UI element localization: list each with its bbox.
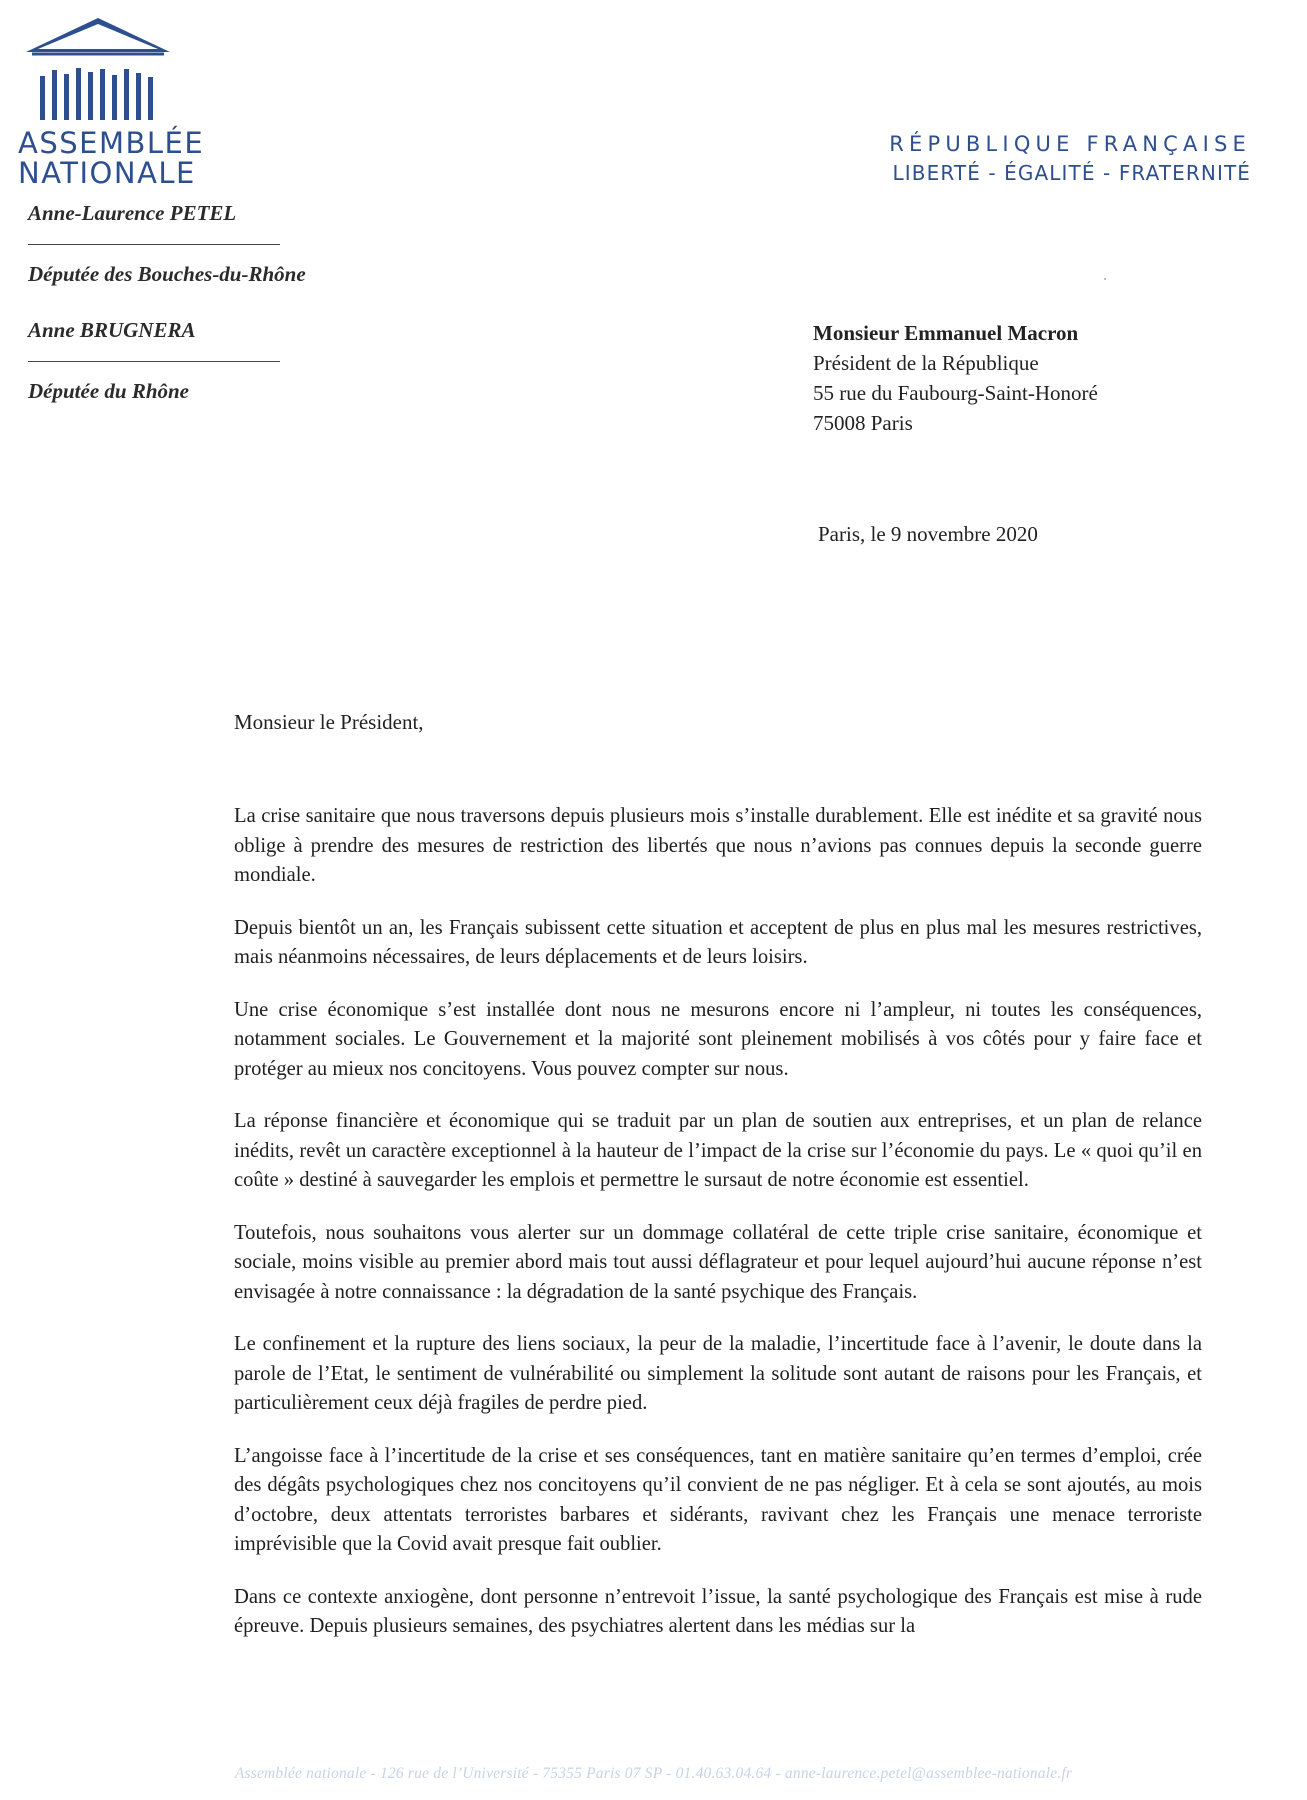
assemblee-nationale-building-icon	[18, 14, 178, 126]
logo-line-2: NATIONALE	[18, 156, 196, 190]
paragraph: Toutefois, nous souhaitons vous alerter sur un dommage collatéral de cette triple crise sanitaire, économique et sociale, moins visible au premier abord mais tout aussi déflagrateur et pour lequel aujourd’hui aucune réponse n’est envisagée à notre connaissance : la dégradation de la santé psychique des Français.	[234, 1221, 1202, 1303]
paragraph: Une crise économique s’est installée dont nous ne mesurons encore ni l’ampleur, ni toutes les conséquences, notamment sociales. Le Gouvernement et la majorité sont pleinement mobilisés à vos côtés pour y faire face et protéger au mieux nos concitoyens. Vous pouvez compter sur nous.	[234, 998, 1202, 1080]
letter-date: Paris, le 9 novembre 2020	[818, 522, 1038, 546]
footer-address: Assemblée nationale - 126 rue de l’Université - 75355 Paris 07 SP - 01.40.63.04.64 - anne-laurence.petel@assemblee-nationale.fr	[234, 1765, 1073, 1782]
paragraph: Depuis bientôt un an, les Français subissent cette situation et acceptent de plus en plus mal les mesures restrictives, mais néanmoins nécessaires, de leurs déplacements et de leurs loisirs.	[234, 916, 1202, 968]
recipient-title: Président de la République	[813, 351, 1039, 375]
deputy-role: Députée du Rhône	[28, 379, 190, 403]
deputy-role: Députée des Bouches-du-Rhône	[28, 262, 306, 286]
salutation: Monsieur le Président,	[234, 710, 424, 734]
assemblee-nationale-logo	[18, 14, 205, 190]
logo-line-1: ASSEMBLÉE	[18, 126, 205, 160]
paragraph: La réponse financière et économique qui se traduit par un plan de soutien aux entreprises, et un plan de relance inédits, revêt un caractère exceptionnel à la hauteur de l’impact de la crise sur l’économie du pays. Le « quoi qu’il en coûte » destiné à sauvegarder les emplois et permettre le sursaut de notre économie est essentiel.	[234, 1110, 1202, 1191]
deputies-block	[28, 200, 306, 404]
scan-speck	[1104, 278, 1106, 280]
paragraph: L’angoisse face à l’incertitude de la crise et ses conséquences, tant en matière sanitaire qu’en termes d’emploi, crée des dégâts psychologiques chez nos concitoyens qu’il convient de ne pas négliger. Et à cela se sont ajoutés, au mois d’octobre, deux attentats terroristes barbares et sidérants, ravivant chez les Français une menace terroriste imprévisible que la Covid avait presque fait oublier.	[234, 1444, 1202, 1555]
paragraph: Le confinement et la rupture des liens sociaux, la peur de la maladie, l’incertitude face à l’avenir, le doute dans la parole de l’Etat, le sentiment de vulnérabilité ou simplement la solitude sont autant de raisons pour les Français, et particulièrement ceux déjà fragiles de perdre pied.	[234, 1333, 1202, 1414]
letter-body	[234, 802, 1202, 1665]
republique-header	[889, 130, 1251, 188]
devise: LIBERTÉ - ÉGALITÉ - FRATERNITÉ	[892, 161, 1251, 185]
recipient-street: 55 rue du Faubourg-Saint-Honoré	[813, 381, 1098, 405]
recipient-name: Monsieur Emmanuel Macron	[813, 321, 1079, 345]
republique-francaise: RÉPUBLIQUE FRANÇAISE	[889, 132, 1251, 156]
deputy-name: Anne-Laurence PETEL	[28, 201, 237, 225]
divider	[28, 361, 280, 362]
recipient-address	[813, 318, 1098, 438]
deputy-name: Anne BRUGNERA	[28, 318, 196, 342]
paragraph: Dans ce contexte anxiogène, dont personne n’entrevoit l’issue, la santé psychologique des Français est mise à rude épreuve. Depuis plusieurs semaines, des psychiatres alertent dans les médias sur la	[234, 1585, 1202, 1637]
paragraph: La crise sanitaire que nous traversons depuis plusieurs mois s’installe durablement. Elle est inédite et sa gravité nous oblige à prendre des mesures de restriction des libertés que nous n’avions pas connues depuis la seconde guerre mondiale.	[234, 805, 1202, 886]
divider	[28, 244, 280, 245]
recipient-city: 75008 Paris	[813, 411, 913, 435]
